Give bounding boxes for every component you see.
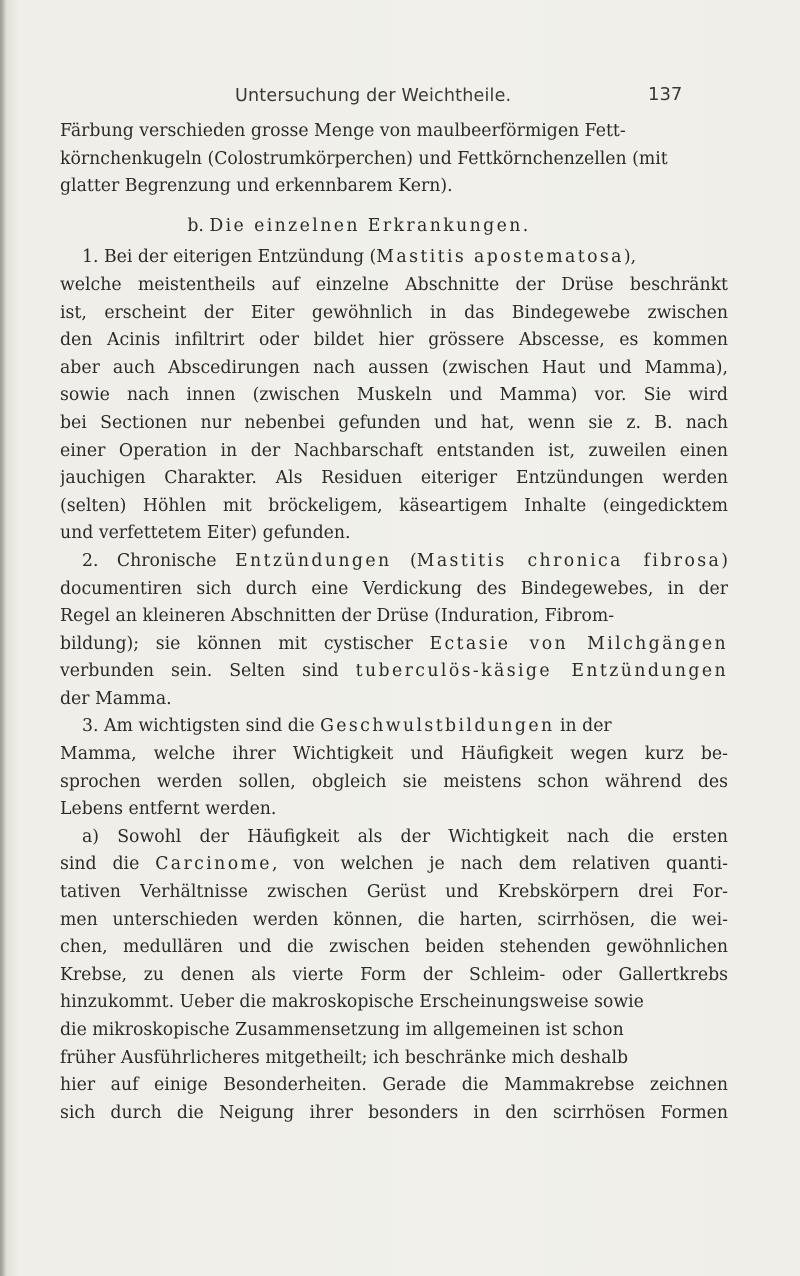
text-run: sind die — [60, 854, 156, 875]
text-run: ), — [623, 247, 637, 268]
text-run: b. — [187, 215, 210, 236]
spaced-emphasis: Die einzelnen Erkrankungen. — [209, 215, 531, 236]
text-run: hinzukommt. Ueber die makroskopische Erscheinungsweise sowie — [60, 992, 644, 1013]
text-line — [60, 741, 728, 769]
text-run: ) — [721, 550, 728, 571]
text-line — [60, 146, 728, 174]
page-number: 137 — [648, 84, 683, 105]
text-line — [60, 907, 728, 935]
text-line — [60, 272, 728, 300]
body-text — [60, 118, 728, 1127]
text-run: bildung); sie können mit cystischer — [60, 633, 430, 654]
text-run: Färbung verschieden grosse Menge von maulbeerförmigen Fett- — [60, 121, 626, 141]
section-heading — [60, 213, 728, 241]
text-line — [60, 410, 728, 438]
spaced-emphasis: tuberculös-käsige Entzündungen — [355, 661, 728, 682]
text-line — [60, 769, 728, 797]
text-line — [60, 824, 728, 852]
text-run: 2. Chronische — [82, 550, 235, 571]
text-line — [60, 658, 728, 686]
text-line — [60, 1072, 728, 1100]
spaced-emphasis: Ectasie von Milchgängen — [429, 633, 728, 654]
text-line — [60, 300, 728, 328]
text-run: 1. Bei der eiterigen Entzündung ( — [82, 247, 377, 268]
text-run: ist, erscheint der Eiter gewöhnlich in das Bindegewebe zwischen — [60, 302, 728, 323]
text-run: und verfettetem Eiter) gefunden. — [60, 523, 351, 544]
text-run: verbunden sein. Selten sind — [60, 661, 356, 682]
text-line — [60, 1100, 728, 1128]
text-line — [60, 989, 728, 1017]
text-line — [60, 1017, 728, 1045]
text-line — [60, 796, 728, 824]
text-run: die mikroskopische Zusammensetzung im allgemeinen ist schon — [60, 1020, 624, 1040]
text-line — [60, 962, 728, 990]
spaced-emphasis: Mastitis apostematosa — [376, 247, 624, 268]
text-run: den Acinis infiltrirt oder bildet hier grössere Abscesse, es kommen — [60, 330, 728, 351]
text-line — [60, 603, 728, 631]
text-run: , von welchen je nach dem relativen quanti- — [271, 854, 728, 875]
text-line — [60, 244, 728, 272]
text-run: bei Sectionen nur nebenbei gefunden und hat, wenn sie z. B. nach — [60, 412, 728, 433]
text-line — [60, 576, 728, 604]
text-run: ( — [391, 550, 417, 571]
text-line — [60, 173, 728, 201]
text-run: documentiren sich durch eine Verdickung des Bindegewebes, in der — [60, 578, 728, 599]
text-run: 3. Am wichtigsten sind die — [82, 716, 321, 737]
text-run: tativen Verhältnisse zwischen Gerüst und Krebskörpern drei For- — [60, 882, 728, 903]
spaced-emphasis: Entzündungen — [234, 550, 392, 571]
text-line — [60, 355, 728, 383]
text-run: früher Ausführlicheres mitgetheilt; ich beschränke mich deshalb — [60, 1047, 629, 1068]
running-head: Untersuchung der Weichtheile. — [235, 86, 512, 106]
text-run: sich durch die Neigung ihrer besonders in den scirrhösen Formen — [60, 1102, 728, 1123]
text-run: einer Operation in der Nachbarschaft entstanden ist, zuweilen einen — [60, 440, 728, 461]
text-line — [60, 493, 728, 521]
text-run: a) Sowohl der Häufigkeit als der Wichtigkeit nach die ersten — [82, 826, 728, 847]
spaced-emphasis: Geschwulstbildungen — [320, 716, 555, 737]
text-run: Mamma, welche ihrer Wichtigkeit und Häufigkeit wegen kurz be- — [60, 744, 728, 765]
text-line — [60, 327, 728, 355]
text-run: jauchigen Charakter. Als Residuen eiteriger Entzündungen werden — [60, 468, 728, 489]
text-line — [60, 548, 728, 576]
spaced-emphasis: Carcinome — [155, 854, 272, 875]
text-line — [60, 631, 728, 659]
text-run: chen, medullären und die zwischen beiden stehenden gewöhnlichen — [60, 937, 728, 958]
text-run: Regel an kleineren Abschnitten der Drüse (Induration, Fibrom- — [60, 606, 615, 627]
text-line — [60, 713, 728, 741]
text-line — [60, 438, 728, 466]
text-run: (selten) Höhlen mit bröckeligem, käseartigem Inhalte (eingedicktem — [60, 495, 728, 516]
text-line — [60, 879, 728, 907]
text-line — [60, 118, 728, 146]
text-line — [60, 686, 728, 714]
text-run: Krebse, zu denen als vierte Form der Schleim- oder Gallertkrebs — [60, 964, 728, 985]
text-line — [60, 465, 728, 493]
text-line — [60, 851, 728, 879]
text-run: sprochen werden sollen, obgleich sie meistens schon während des — [60, 771, 728, 792]
spaced-emphasis: Mastitis chronica fibrosa — [416, 550, 722, 571]
text-line — [60, 520, 728, 548]
text-run: aber auch Abscedirungen nach aussen (zwischen Haut und Mamma), — [60, 357, 728, 378]
text-run: der Mamma. — [60, 688, 172, 709]
text-line — [60, 934, 728, 962]
text-run: welche meistentheils auf einzelne Abschnitte der Drüse beschränkt — [60, 274, 728, 295]
text-line — [60, 1045, 728, 1073]
text-run: glatter Begrenzung und erkennbarem Kern). — [60, 176, 453, 197]
page-binding-shadow — [0, 0, 6, 1276]
text-run: sowie nach innen (zwischen Muskeln und Mamma) vor. Sie wird — [60, 385, 728, 406]
text-run: hier auf einige Besonderheiten. Gerade die Mammakrebse zeichnen — [60, 1075, 728, 1096]
text-line — [60, 382, 728, 410]
text-run: Lebens entfernt werden. — [60, 799, 277, 820]
text-run: körnchenkugeln (Colostrumkörperchen) und Fettkörnchenzellen (mit — [60, 148, 668, 169]
text-run: men unterschieden werden können, die harten, scirrhösen, die wei- — [60, 909, 728, 930]
text-run: in der — [554, 716, 612, 737]
